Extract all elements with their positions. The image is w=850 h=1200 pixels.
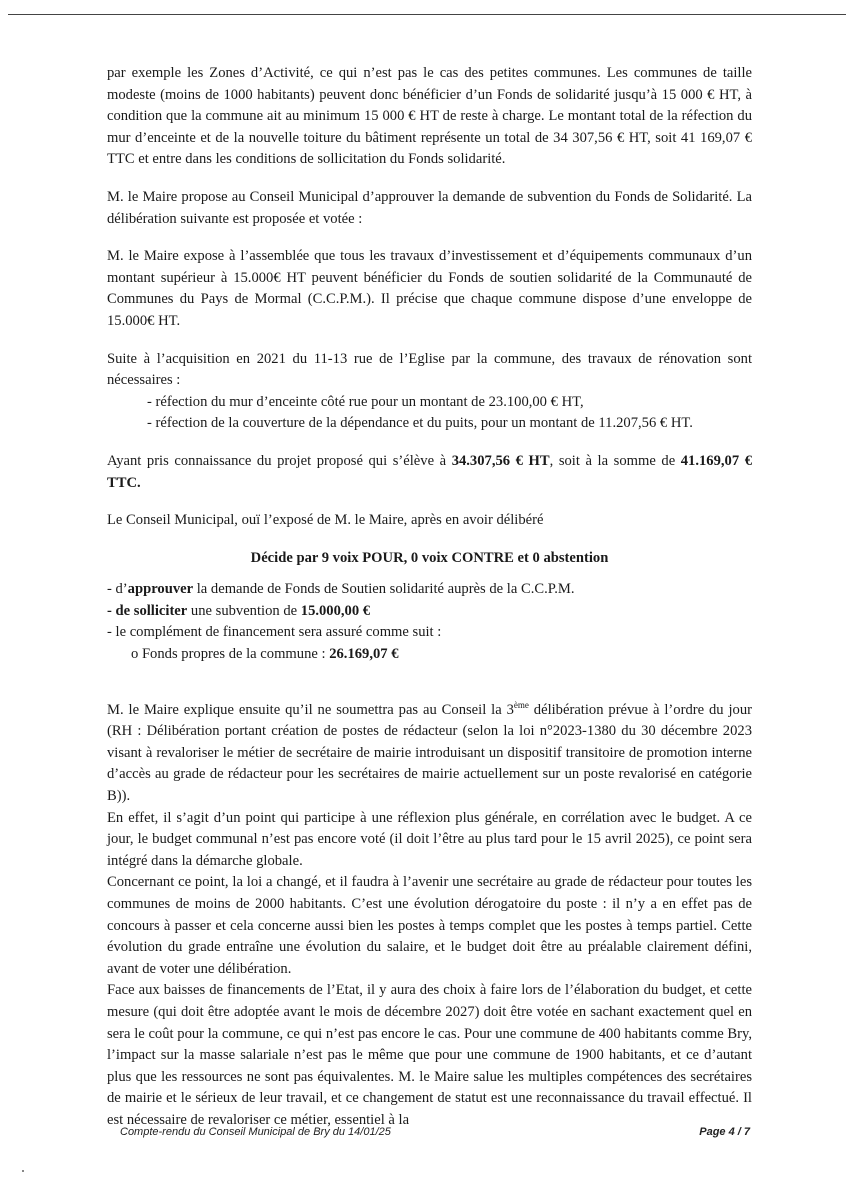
text-fragment: Ayant pris connaissance du projet proposé qui s’élève à (107, 452, 452, 469)
decision-item-approuver (107, 579, 752, 601)
paragraph-proposition-maire: M. le Maire propose au Conseil Municipal d’approuver la demande de subvention du Fonds de Solidarité. La délibération suivante est proposée et votée : (107, 188, 752, 227)
paragraph-expose-maire: M. le Maire expose à l’assemblée que tous les travaux d’investissement et d’équipements communaux d’un montant supérieur à 15.000€ HT peuvent bénéficier du Fonds de soutien solidarité de la Communauté de Communes du Pays de Mormal (C.C.P.M.). Il précise que chaque commune dispose d’une enveloppe de 15.000€ HT. (107, 248, 752, 329)
amount-fonds-propres: 26.169,07 € (329, 646, 399, 663)
amount-ttc: 41.169,07 € TTC. (107, 452, 752, 491)
decision-item-solliciter (107, 601, 752, 623)
page-number: Page 4 / 7 (699, 1126, 750, 1138)
document-body (107, 63, 752, 1132)
text-fragment: délibération prévue à l’ordre du jour (RH : Délibération portant création de postes de rédacteur (selon la loi n°2023-1380 du 30 décembre 2023 visant à revaloriser le métier de secrétaire de mairie introduisant un dispositif transitoire de promotion interne d’accès au grade de rédacteur pour les secrétaires de mairie actuellement sur un poste revalorisé en catégorie B)). (107, 701, 752, 805)
decision-heading: Décide par 9 voix POUR, 0 voix CONTRE et 0 abstention (250, 549, 609, 566)
text-fragment: la demande de Fonds de Soutien solidarité auprès de la C.C.P.M. (193, 581, 575, 598)
spacer (107, 666, 752, 700)
superscript: ème (513, 699, 529, 710)
text-fragment: o Fonds propres de la commune : (131, 646, 330, 663)
keyword-approuver: approuver (127, 581, 194, 598)
paragraph-financements-etat: Face aux baisses de financements de l’Etat, il y aura des choix à faire lors de l’élaboration du budget, et cette mesure (qui doit être adoptée avant le mois de décembre 2027) doit être votée en sachant exactement quel en sera le coût pour la commune, ce qui n’est pas encore le cas. Pour une commune de 400 habitants comme Bry, l’impact sur la masse salariale n’est pas le même que pour une commune de 1900 habitants, et ce d’autant plus que les ressources ne sont pas équivalentes. M. le Maire salue les multiples compétences des secrétaires de mairie et le sérieux de leur travail, et ce changement de statut est une reconnaissance du travail effectué. Il est nécessaire de revaloriser ce métier, essentiel à la (107, 982, 752, 1128)
amount-subvention: 15.000,00 € (300, 602, 371, 619)
paragraph-acquisition: Suite à l’acquisition en 2021 du 11-13 rue de l’Eglise par la commune, des travaux de rénovation sont nécessaires : (107, 350, 752, 389)
paragraph-deliberation-rh (107, 700, 752, 808)
text-fragment: , soit à la somme de (549, 452, 681, 469)
paragraph-fonds-solidarite: par exemple les Zones d’Activité, ce qui n’est pas le cas des petites communes. Les communes de taille modeste (moins de 1000 habitants) peuvent donc bénéficier d’un Fonds de solidarité jusqu’à 15 000 € HT, à condition que la commune ait au minimum 15 000 € HT de reste à charge. Le montant total de la réfection du mur d’enceinte et de la nouvelle toiture du bâtiment représente un total de 34 307,56 € HT, soit 41 169,07 € TTC et entre dans les conditions de sollicitation du Fonds solidarité. (107, 65, 752, 168)
text-fragment: une subvention de (187, 602, 301, 619)
keyword-solliciter: solliciter (133, 602, 188, 619)
decision-item-financement: - le complément de financement sera assuré comme suit : (107, 624, 442, 641)
text-fragment: M. le Maire explique ensuite qu’il ne soumettra pas au Conseil la 3 (107, 701, 514, 718)
paragraph-conseil: Le Conseil Municipal, ouï l’exposé de M. le Maire, après en avoir délibéré (107, 512, 544, 529)
scan-mark (22, 1170, 24, 1172)
top-rule (8, 14, 846, 15)
paragraph-en-effet: En effet, il s’agit d’un point qui participe à une réflexion plus générale, en corrélation avec le budget. A ce jour, le budget communal n’est pas encore voté (il doit l’être au plus tard pour le 15 avril 2025), ce point sera intégré dans la démarche globale. (107, 809, 752, 869)
decision-item-fonds-propres (131, 644, 752, 666)
paragraph-concernant: Concernant ce point, la loi a changé, et il faudra à l’avenir une secrétaire au grade de rédacteur pour toutes les communes de moins de 2000 habitants. C’est une évolution dérogatoire du poste : il n’y a en effet pas de concours à passer et cela concerne aussi bien les postes à temps complet que les postes à temps partiel. Cette évolution du grade entraîne une évolution du salaire, et le budget doit être au préalable clairement défini, avant de voter une délibération. (107, 874, 752, 977)
list-item-couverture: - réfection de la couverture de la dépendance et du puits, pour un montant de 11.207,56 € HT. (147, 415, 693, 432)
paragraph-montant-projet (107, 451, 752, 494)
amount-ht: 34.307,56 € HT (451, 452, 550, 469)
text-fragment: - d’ (107, 581, 128, 598)
footer-title: Compte-rendu du Conseil Municipal de Bry du 14/01/25 (120, 1126, 391, 1138)
text-fragment: - de (107, 602, 134, 619)
list-item-mur: - réfection du mur d’enceinte côté rue pour un montant de 23.100,00 € HT, (147, 393, 584, 410)
